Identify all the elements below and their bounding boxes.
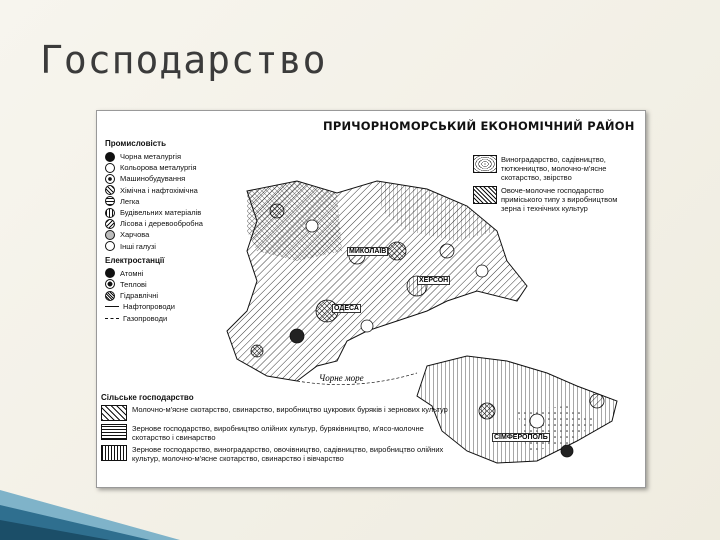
power-legend-heading: Електростанції xyxy=(105,255,165,265)
legend-item: Машинобудування xyxy=(105,173,235,184)
legend-item: Гідравлічні xyxy=(105,290,235,301)
ferrous-metallurgy-symbol xyxy=(105,152,115,162)
legend-item: Нафтопроводи xyxy=(105,301,235,312)
city-label: СІМФЕРОПОЛЬ xyxy=(494,434,548,441)
economic-region-map xyxy=(96,110,646,488)
legend-item: Легка xyxy=(105,196,235,207)
grain-zone-swatch xyxy=(101,424,127,440)
city-label: МИКОЛАЇВ xyxy=(349,248,387,255)
map-title: ПРИЧОРНОМОРСЬКИЙ ЕКОНОМІЧНИЙ РАЙОН xyxy=(323,119,635,133)
nonferrous-metallurgy-symbol xyxy=(105,163,115,173)
city-label: ХЕРСОН xyxy=(419,277,449,284)
industry-legend xyxy=(105,137,235,324)
legend-item: Інші галузі xyxy=(105,241,235,252)
machinery-symbol xyxy=(105,174,115,184)
other-industry-symbol xyxy=(105,241,115,251)
legend-item: Кольорова металургія xyxy=(105,162,235,173)
chemical-symbol xyxy=(105,185,115,195)
thermal-plant-symbol xyxy=(105,279,115,289)
legend-item: Хімічна і нафтохімічна xyxy=(105,185,235,196)
city-label: ОДЕСА xyxy=(334,305,359,312)
industry-legend-heading: Промисловість xyxy=(105,139,166,148)
legend-item: Молочно-м'ясне скотарство, свинарство, виробництво цукрових буряків і зернових культур xyxy=(101,405,461,421)
viticulture-zone-swatch xyxy=(473,155,497,173)
legend-item: Виноградарство, садівництво, тютюнництво, молочно-м'ясне скотарство, звірство xyxy=(473,155,639,182)
legend-item: Зернове господарство, виробництво олійних культур, буряківництво, м'ясо-молочне скотарство і свинарство xyxy=(101,424,461,442)
agriculture-legend xyxy=(101,393,461,466)
legend-item: Теплові xyxy=(105,279,235,290)
legend-item: Будівельних матеріалів xyxy=(105,207,235,218)
legend-item: Зернове господарство, виноградарство, овочівництво, садівництво, виробництво олійних культур, молочно-м'ясне скотарство, свинарство і вівчарство xyxy=(101,445,461,463)
hydro-plant-symbol xyxy=(105,291,115,301)
nuclear-plant-symbol xyxy=(105,268,115,278)
dairy-zone-swatch xyxy=(101,405,127,421)
legend-item: Газопроводи xyxy=(105,312,235,323)
agri-zone-legend-right xyxy=(473,155,639,217)
legend-item: Харчова xyxy=(105,229,235,240)
light-industry-symbol xyxy=(105,196,115,206)
legend-item: Чорна металургія xyxy=(105,151,235,162)
mixed-zone-swatch xyxy=(101,445,127,461)
sea-label: Чорне море xyxy=(319,373,364,383)
food-industry-symbol xyxy=(105,230,115,240)
legend-item: Атомні xyxy=(105,268,235,279)
timber-symbol xyxy=(105,219,115,229)
agriculture-legend-heading: Сільське господарство xyxy=(101,393,194,402)
gas-pipeline-symbol xyxy=(105,318,119,319)
slide-title: Господарство xyxy=(40,38,327,82)
building-materials-symbol xyxy=(105,208,115,218)
suburban-zone-swatch xyxy=(473,186,497,204)
oil-pipeline-symbol xyxy=(105,306,119,307)
legend-item: Лісова і деревообробна xyxy=(105,218,235,229)
legend-item: Овоче-молочне господарство приміського типу з виробництвом зерна і технічних культур xyxy=(473,186,639,213)
